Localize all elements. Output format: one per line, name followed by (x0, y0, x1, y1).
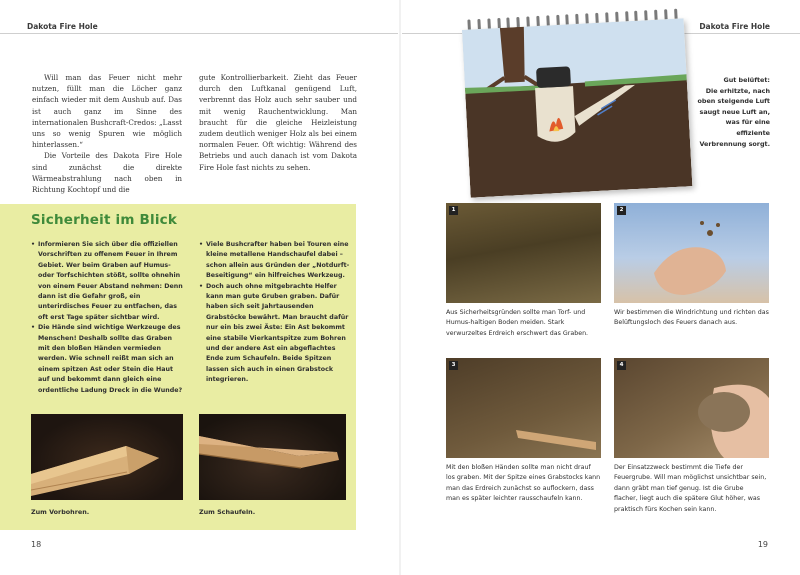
step-number: 3 (449, 361, 458, 370)
step-text: Aus Sicherheitsgründen sollte man Torf- und Humus-haltigen Boden meiden. Stark verwurzeltes Erdreich erschwert das Graben. (446, 309, 589, 337)
safety-column-a (31, 240, 183, 396)
soil-photo (446, 203, 601, 303)
drill-stick-icon (31, 414, 183, 500)
step-number: 1 (449, 206, 458, 215)
step-text: Mit den bloßen Händen sollte man nicht drauf los graben. Mit der Spitze eines Grabstocks kann man das Erdreich zunächst so auflockern, dass man es später leichter rausschaufeln kann. (446, 464, 601, 503)
safety-title: Sicherheit im Blick (31, 212, 178, 228)
step-text: Der Einsatzzweck bestimmt die Tiefe der Feuergrube. Will man möglichst unsichtbar sein, dann gräbt man tief genug. Ist die Grube flacher, liegt auch die spätere Glut höher, was praktisch fürs Kochen sein kann. (614, 464, 767, 513)
body-paragraph: Die Vorteile des Dakota Fire Hole sind zunächst die direkte Wärmeabstrahlung nach oben in Richtung Kochtopf und die (32, 151, 182, 195)
step-3 (446, 358, 601, 505)
caption-scoop: Zum Schaufeln. (199, 508, 256, 516)
fire-hole-sketch (461, 8, 692, 201)
safety-bullet: • Viele Bushcrafter haben bei Touren eine kleine metallene Handschaufel dabei – schon allein aus Gründen der „Notdurft-Beseitigung“ ein hilfreiches Werkzeug. (199, 240, 351, 282)
fire-hole-diagram-icon (462, 18, 692, 197)
running-head-left: Dakota Fire Hole (27, 22, 98, 31)
sidenote-text: Die erhitzte, nach oben steigende Luft saugt neue Luft an, was für eine effiziente Verbrennung sorgt. (697, 86, 770, 148)
hand-with-soil-icon (614, 358, 769, 458)
caption-drill: Zum Vorbohren. (31, 508, 90, 516)
sidenote-title: Gut belüftet: (723, 76, 770, 84)
step-1 (446, 203, 601, 339)
safety-bullet: • Doch auch ohne mitgebrachte Helfer kann man gute Gruben graben. Dafür haben sich seit Jahrtausenden Grabstöcke bewährt. Man braucht dafür nur ein bis zwei Äste: Ein Ast bekommt eine stabile Vierkantspitze zum Bohren und der andere Ast ein abgeflachtes Ende zum Schaufeln. Beide Spitzen lassen sich auch in einen Grabstock integrieren. (199, 282, 351, 386)
step-4 (614, 358, 769, 515)
hand-icon (614, 203, 769, 303)
digging-photo (446, 358, 601, 458)
body-column-b (199, 72, 357, 173)
digging-stick-icon (446, 358, 601, 458)
page-number-right: 19 (757, 540, 768, 549)
drill-stick-photo (31, 414, 183, 500)
body-column-a (32, 72, 182, 195)
pit-photo (614, 358, 769, 458)
sidenote (690, 75, 770, 149)
running-head-right: Dakota Fire Hole (699, 22, 770, 31)
scoop-stick-icon (199, 414, 346, 500)
safety-bullet: • Informieren Sie sich über die offiziellen Vorschriften zu offenem Feuer in Ihrem Gebiet. Wer beim Graben auf Humus- oder Torfschichten stößt, sollte ohnehin von einem Feuer Abstand nehmen: Denn dann ist die Gefahr groß, ein unterirdisches Feuer zu entfachen, das oft erst Tage später sichtbar wird. (31, 240, 183, 323)
safety-column-b (199, 240, 351, 386)
header-rule-left (0, 33, 398, 34)
step-text: Wir bestimmen die Windrichtung und richten das Belüftungsloch des Feuers danach aus. (614, 309, 769, 327)
sketch-paper (462, 18, 692, 197)
step-number: 2 (617, 206, 626, 215)
gutter (399, 0, 401, 575)
scoop-stick-photo (199, 414, 346, 500)
wind-test-photo (614, 203, 769, 303)
body-paragraph: Will man das Feuer nicht mehr nutzen, füllt man die Löcher ganz einfach wieder mit dem Aushub auf. Das ist auch ganz im Sinne des internationalen Bushcraft-Credos: „Lasst uns so wenig Spuren wie möglich hinterlassen.“ (32, 73, 182, 150)
page-number-left: 18 (31, 540, 42, 549)
body-paragraph: gute Kontrollierbarkeit. Zieht das Feuer durch den Luftkanal genügend Luft, verbrennt das Holz auch sehr sauber und mit wenig Rauchentwicklung. Man braucht für die gleiche Heizleistung zudem deutlich weniger Holz als bei einem normalen Feuer. Oft wichtig: Während des Betriebs und auch danach ist vom Dakota Fire Hole fast nichts zu sehen. (199, 73, 357, 172)
safety-bullet: • Die Hände sind wichtige Werkzeuge des Menschen! Deshalb sollte das Graben mit den bloßen Händen vermieden werden. Wie schnell reißt man sich an einem spitzen Ast oder Stein die Haut auf und bekommt dann gleich eine ordentliche Ladung Dreck in die Wunde? (31, 323, 183, 396)
step-2 (614, 203, 769, 329)
step-number: 4 (617, 361, 626, 370)
